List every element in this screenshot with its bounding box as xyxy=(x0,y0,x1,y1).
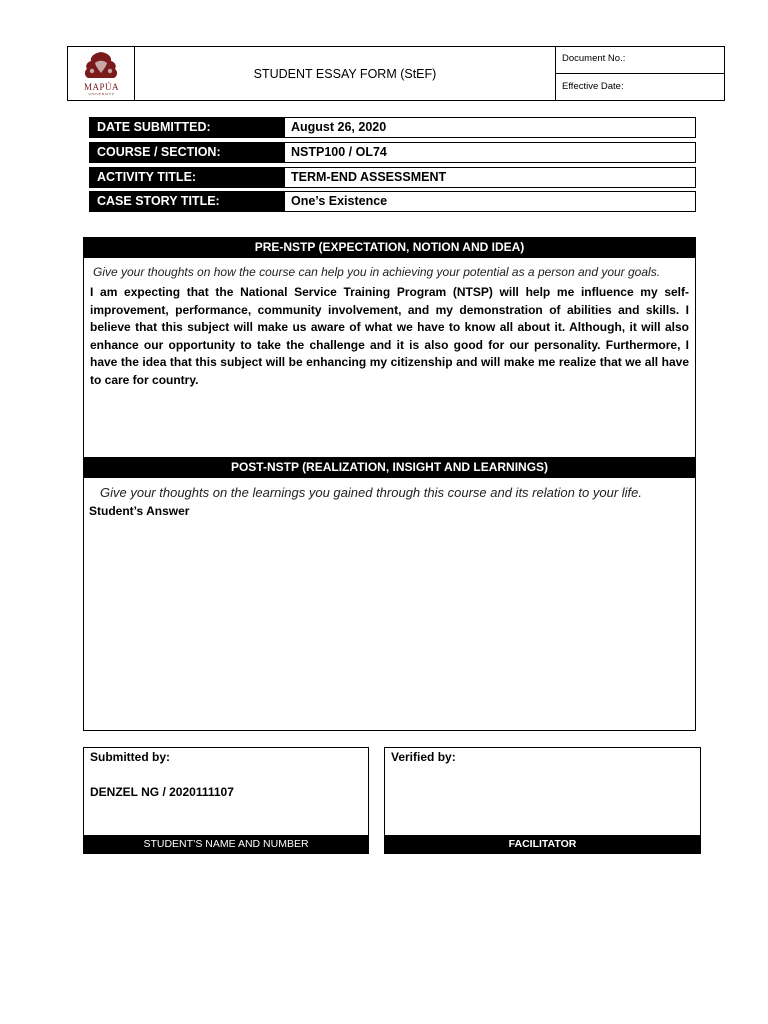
info-value: August 26, 2020 xyxy=(291,120,387,134)
logo-cell xyxy=(68,47,135,100)
student-caption: STUDENT’S NAME AND NUMBER xyxy=(83,835,369,854)
effective-date-label: Effective Date: xyxy=(556,73,724,100)
facilitator-caption: FACILITATOR xyxy=(384,835,701,854)
logo-wordmark: MAPÚA xyxy=(83,82,119,92)
info-row-activity xyxy=(89,167,696,188)
pre-nstp-prompt: Give your thoughts on how the course can help you in achieving your potential as a person and your goals. xyxy=(93,265,661,279)
info-row-course xyxy=(89,142,696,163)
post-nstp-heading: POST-NSTP (REALIZATION, INSIGHT AND LEARNINGS) xyxy=(83,457,696,478)
form-header xyxy=(67,46,725,101)
info-value: TERM-END ASSESSMENT xyxy=(291,170,447,184)
info-label: COURSE / SECTION: xyxy=(90,143,285,162)
info-label: CASE STORY TITLE: xyxy=(90,192,285,211)
logo-subtext: UNIVERSITY xyxy=(88,92,115,96)
university-seal-icon xyxy=(81,51,121,81)
info-label: DATE SUBMITTED: xyxy=(90,118,285,137)
post-nstp-answer: Student’s Answer xyxy=(89,504,190,518)
document-no-label: Document No.: xyxy=(562,53,626,64)
form-title: STUDENT ESSAY FORM (StEF) xyxy=(135,47,556,100)
pre-nstp-heading: PRE-NSTP (EXPECTATION, NOTION AND IDEA) xyxy=(83,237,696,258)
verified-by-label: Verified by: xyxy=(391,750,456,764)
student-name-number: DENZEL NG / 2020111107 xyxy=(90,785,234,799)
info-row-date xyxy=(89,117,696,138)
info-value: One’s Existence xyxy=(291,194,388,208)
submitted-by-label: Submitted by: xyxy=(90,750,170,764)
verified-by-box xyxy=(384,747,701,854)
pre-nstp-answer: I am expecting that the National Service Training Program (NTSP) will help me influence my self-improvement, performance, community involvement, and my demonstration of abilities and skills. I believe that this subject will make us aware of what we have to know all about it. Although, it will also enhance our opportunity to take the challenge and it is also good for our personality. Furthermore, I have the idea that this subject will be enhancing my citizenship and will make me realize that we all have to care for country. xyxy=(90,285,689,387)
post-nstp-prompt: Give your thoughts on the learnings you gained through this course and its relation to your life. xyxy=(100,485,642,500)
info-value: NSTP100 / OL74 xyxy=(291,145,387,159)
info-row-case-story xyxy=(89,191,696,212)
submitted-by-box xyxy=(83,747,369,854)
info-label: ACTIVITY TITLE: xyxy=(90,168,285,187)
